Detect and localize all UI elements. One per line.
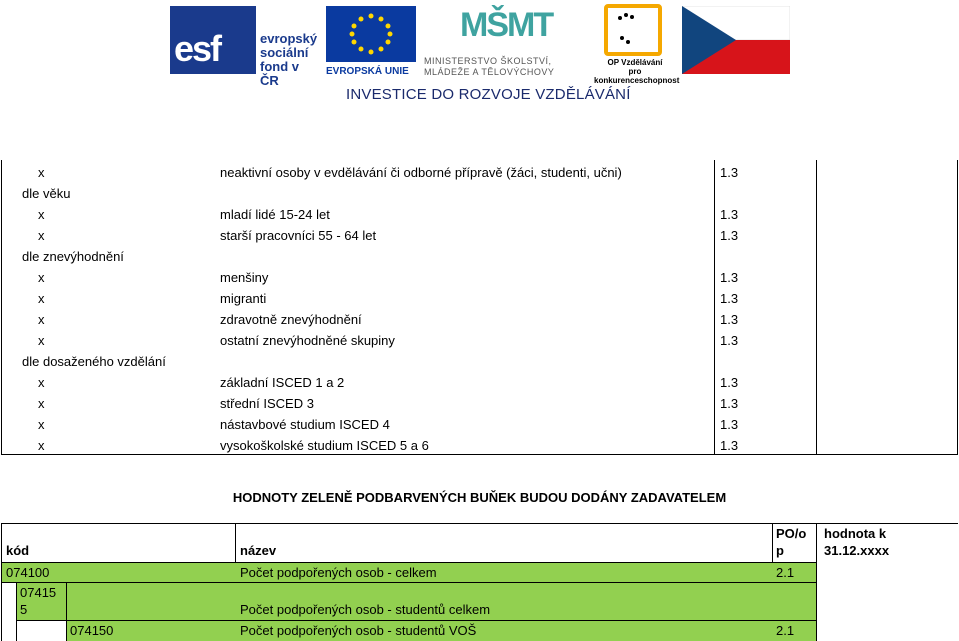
table-border-left [1,160,2,454]
column-divider [66,582,67,641]
indicator-label: střední ISCED 3 [220,396,314,411]
eu-flag [326,6,416,62]
op-mark-icon [604,4,662,56]
indicator-code: 1.3 [720,312,739,327]
op-line-2: pro konkurenceschopnost [594,67,680,85]
esf-text [260,32,318,88]
group-label: dle znevýhodnění [22,249,124,264]
table-border-right [957,160,958,454]
esf-line-2: sociální [260,45,309,60]
op-text [594,58,680,85]
indicator-code: 1.3 [720,165,739,180]
indicator-label: neaktivní osoby v evdělávání či odborné přípravě (žáci, studenti, učni) [220,165,622,180]
indicator-code: 1.3 [720,228,739,243]
x-mark: x [38,270,45,285]
esf-line-3: fond v ČR [260,59,299,88]
column-divider [816,160,817,454]
x-mark: x [38,291,45,306]
indicator-label: zdravotně znevýhodnění [220,312,362,327]
header-kod: kód [6,543,30,558]
x-mark: x [38,165,45,180]
group-label: dle věku [22,186,71,201]
esf-logo [170,6,318,88]
row-name: Počet podpořených osob - studentů VOŠ [240,623,477,638]
indicator-label: vysokoškolské studium ISCED 5 a 6 [220,438,429,453]
x-mark: x [38,207,45,222]
x-mark: x [38,312,45,327]
header-nazev: název [240,543,277,558]
indicator-code: 1.3 [720,333,739,348]
row-code: 074150 [70,623,114,638]
indicator-label: mladí lidé 15-24 let [220,207,330,222]
op-dots-icon [608,8,658,52]
x-mark: x [38,396,45,411]
msmt-mark: MŠMT [460,6,553,44]
czech-flag [682,6,790,74]
table-border-top [1,523,958,524]
column-divider [816,523,817,641]
msmt-line-2: MLÁDEŽE A TĚLOVÝCHOVY [424,67,555,77]
column-divider [714,160,715,454]
indicator-label: nástavbové studium ISCED 4 [220,417,390,432]
column-divider [772,523,773,563]
x-mark: x [38,228,45,243]
x-mark: x [38,417,45,432]
indicator-code: 1.3 [720,207,739,222]
row-code-line2: 5 [20,602,28,617]
indicator-label: migranti [220,291,267,306]
row-po: 2.1 [776,565,795,580]
esf-line-1: evropský [260,31,318,46]
column-divider [235,523,236,563]
indicator-code: 1.3 [720,375,739,390]
indicator-label: menšiny [220,270,269,285]
x-mark: x [38,438,45,453]
indicator-code: 1.3 [720,270,739,285]
green-cells-notice: HODNOTY ZELENĚ PODBARVENÝCH BUŇEK BUDOU DODÁNY ZADAVATELEM [232,490,727,505]
table-border-bottom [1,454,958,455]
indicator-label: základní ISCED 1 a 2 [220,375,345,390]
table-border-left [1,523,2,641]
header-logos [0,0,959,110]
indicator-code: 1.3 [720,438,739,453]
x-mark: x [38,375,45,390]
row-name: Počet podpořených osob - celkem [240,565,437,580]
row-code: 074100 [6,565,50,580]
indicator-code: 1.3 [720,291,739,306]
msmt-line-1: MINISTERSTVO ŠKOLSTVÍ, [424,56,552,66]
header-hodnota-line1: hodnota k [824,526,887,541]
row-code-line1: 07415 [20,585,57,600]
header-po-line1: PO/o [776,526,807,541]
op-logo [594,4,680,85]
czech-flag-icon [682,6,790,74]
esf-mark-text: esf [174,28,221,69]
tagline: INVESTICE DO ROZVOJE VZDĚLÁVÁNÍ [346,86,631,103]
group-label: dle dosaženého vzdělání [22,354,166,369]
eu-label: EVROPSKÁ UNIE [326,66,409,77]
indicator-code: 1.3 [720,396,739,411]
eu-stars-icon [326,6,416,62]
header-hodnota-line2: 31.12.xxxx [824,543,890,558]
op-line-1: OP Vzdělávání [607,58,663,67]
row-po: 2.1 [776,623,795,638]
esf-mark [170,6,256,74]
row-name: Počet podpořených osob - studentů celkem [240,602,491,617]
header-po-line2: p [776,543,784,558]
x-mark: x [38,333,45,348]
indicator-label: ostatní znevýhodněné skupiny [220,333,395,348]
msmt-logo [424,6,574,80]
indicator-label: starší pracovníci 55 - 64 let [220,228,377,243]
column-divider [16,582,17,641]
eu-logo [326,6,416,78]
indicator-code: 1.3 [720,417,739,432]
msmt-text [424,56,554,78]
